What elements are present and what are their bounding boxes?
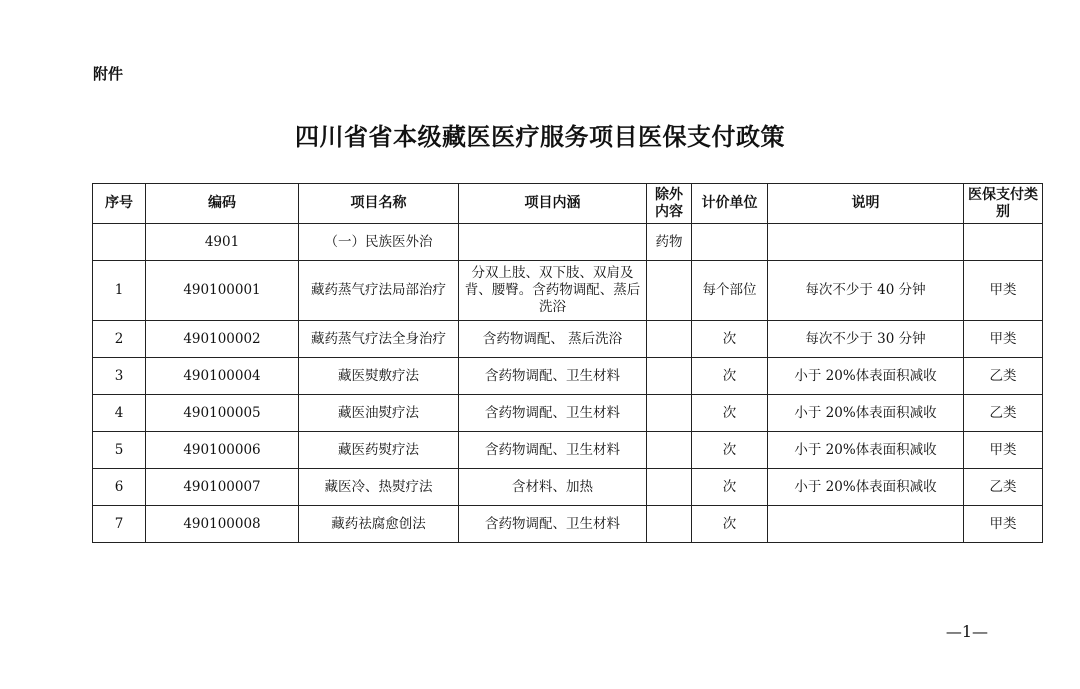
cell-category xyxy=(964,224,1043,261)
table-header-row xyxy=(93,184,1043,224)
header-unit: 计价单位 xyxy=(692,184,768,224)
cell-note: 每次不少于 30 分钟 xyxy=(768,321,964,358)
cell-excluded xyxy=(647,321,692,358)
cell-excluded xyxy=(647,358,692,395)
table-row xyxy=(93,506,1043,543)
cell-name: 藏药祛腐愈创法 xyxy=(299,506,459,543)
cell-seq xyxy=(93,224,146,261)
cell-category: 甲类 xyxy=(964,261,1043,321)
cell-excluded: 药物 xyxy=(647,224,692,261)
header-seq: 序号 xyxy=(93,184,146,224)
cell-code: 490100002 xyxy=(146,321,299,358)
cell-content: 含药物调配、卫生材料 xyxy=(459,432,647,469)
cell-code: 4901 xyxy=(146,224,299,261)
cell-unit: 次 xyxy=(692,469,768,506)
cell-seq: 2 xyxy=(93,321,146,358)
cell-note: 小于 20%体表面积减收 xyxy=(768,395,964,432)
table-row xyxy=(93,432,1043,469)
cell-note xyxy=(768,224,964,261)
cell-unit: 次 xyxy=(692,358,768,395)
cell-code: 490100005 xyxy=(146,395,299,432)
cell-content: 分双上肢、双下肢、双肩及背、腰臀。含药物调配、蒸后洗浴 xyxy=(459,261,647,321)
cell-excluded xyxy=(647,469,692,506)
header-note: 说明 xyxy=(768,184,964,224)
policy-table xyxy=(92,183,1043,543)
header-name: 项目名称 xyxy=(299,184,459,224)
cell-code: 490100004 xyxy=(146,358,299,395)
cell-content: 含药物调配、卫生材料 xyxy=(459,358,647,395)
cell-content: 含材料、加热 xyxy=(459,469,647,506)
cell-excluded xyxy=(647,506,692,543)
cell-name: （一）民族医外治 xyxy=(299,224,459,261)
cell-seq: 5 xyxy=(93,432,146,469)
cell-note: 小于 20%体表面积减收 xyxy=(768,432,964,469)
cell-seq: 7 xyxy=(93,506,146,543)
cell-content xyxy=(459,224,647,261)
cell-seq: 4 xyxy=(93,395,146,432)
cell-category: 甲类 xyxy=(964,432,1043,469)
cell-name: 藏医油熨疗法 xyxy=(299,395,459,432)
cell-unit: 次 xyxy=(692,395,768,432)
cell-code: 490100008 xyxy=(146,506,299,543)
cell-excluded xyxy=(647,261,692,321)
header-content: 项目内涵 xyxy=(459,184,647,224)
cell-code: 490100006 xyxy=(146,432,299,469)
cell-seq: 6 xyxy=(93,469,146,506)
cell-unit: 每个部位 xyxy=(692,261,768,321)
cell-note: 每次不少于 40 分钟 xyxy=(768,261,964,321)
header-excluded: 除外内容 xyxy=(647,184,692,224)
cell-note xyxy=(768,506,964,543)
cell-unit: 次 xyxy=(692,506,768,543)
header-category: 医保支付类别 xyxy=(964,184,1043,224)
cell-excluded xyxy=(647,395,692,432)
table-row xyxy=(93,395,1043,432)
cell-content: 含药物调配、卫生材料 xyxy=(459,395,647,432)
cell-note: 小于 20%体表面积减收 xyxy=(768,469,964,506)
cell-category: 乙类 xyxy=(964,469,1043,506)
cell-category: 乙类 xyxy=(964,358,1043,395)
table-row xyxy=(93,469,1043,506)
cell-unit: 次 xyxy=(692,432,768,469)
table-row xyxy=(93,261,1043,321)
cell-name: 藏药蒸气疗法全身治疗 xyxy=(299,321,459,358)
table-row xyxy=(93,321,1043,358)
table-row xyxy=(93,358,1043,395)
document-title: 四川省省本级藏医医疗服务项目医保支付政策 xyxy=(295,122,785,151)
cell-unit xyxy=(692,224,768,261)
cell-category: 甲类 xyxy=(964,506,1043,543)
cell-content: 含药物调配、卫生材料 xyxy=(459,506,647,543)
cell-name: 藏医熨敷疗法 xyxy=(299,358,459,395)
cell-seq: 1 xyxy=(93,261,146,321)
attachment-label: 附件 xyxy=(93,65,124,83)
cell-code: 490100001 xyxy=(146,261,299,321)
cell-category: 乙类 xyxy=(964,395,1043,432)
category-row xyxy=(93,224,1043,261)
page-number: —1— xyxy=(945,622,988,641)
cell-content: 含药物调配、 蒸后洗浴 xyxy=(459,321,647,358)
cell-excluded xyxy=(647,432,692,469)
cell-code: 490100007 xyxy=(146,469,299,506)
cell-category: 甲类 xyxy=(964,321,1043,358)
cell-seq: 3 xyxy=(93,358,146,395)
cell-name: 藏医冷、热熨疗法 xyxy=(299,469,459,506)
header-code: 编码 xyxy=(146,184,299,224)
cell-unit: 次 xyxy=(692,321,768,358)
cell-name: 藏医药熨疗法 xyxy=(299,432,459,469)
cell-name: 藏药蒸气疗法局部治疗 xyxy=(299,261,459,321)
cell-note: 小于 20%体表面积减收 xyxy=(768,358,964,395)
